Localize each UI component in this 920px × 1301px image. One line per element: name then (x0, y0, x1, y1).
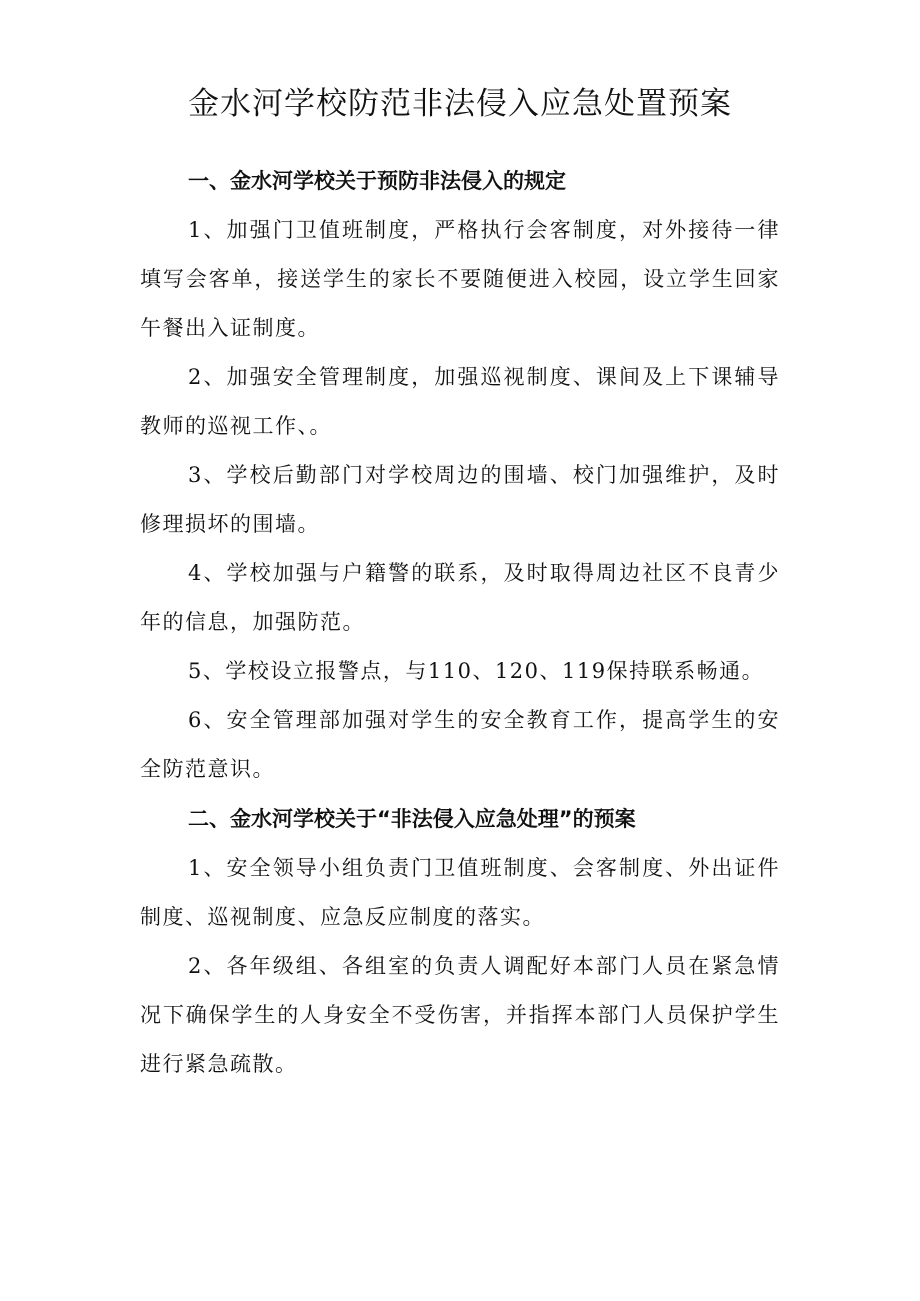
paragraph: 5、学校设立报警点，与110、120、119保持联系畅通。 (188, 659, 765, 683)
paragraph: 3、学校后勤部门对学校周边的围墙、校门加强维护，及时修理损坏的围墙。 (140, 463, 780, 536)
section-2 (140, 794, 780, 1089)
document-body (140, 156, 780, 1089)
paragraph: 1、安全领导小组负责门卫值班制度、会客制度、外出证件制度、巡视制度、应急反应制度的落实。 (140, 856, 780, 929)
document-title: 金水河学校防范非法侵入应急处置预案 (188, 86, 732, 122)
section-1 (140, 156, 780, 794)
paragraph: 2、加强安全管理制度，加强巡视制度、课间及上下课辅导教师的巡视工作、。 (140, 365, 780, 438)
paragraph: 6、安全管理部加强对学生的安全教育工作，提高学生的安全防范意识。 (140, 708, 780, 781)
paragraph: 1、加强门卫值班制度，严格执行会客制度，对外接待一律填写会客单，接送学生的家长不要随便进入校园，设立学生回家午餐出入证制度。 (140, 218, 780, 340)
paragraph: 4、学校加强与户籍警的联系，及时取得周边社区不良青少年的信息，加强防范。 (140, 561, 780, 634)
section-heading: 一、金水河学校关于预防非法侵入的规定 (188, 169, 566, 193)
section-heading: 二、金水河学校关于“非法侵入应急处理”的预案 (188, 807, 636, 831)
paragraph: 2、各年级组、各组室的负责人调配好本部门人员在紧急情况下确保学生的人身安全不受伤害，并指挥本部门人员保护学生进行紧急疏散。 (140, 954, 780, 1076)
